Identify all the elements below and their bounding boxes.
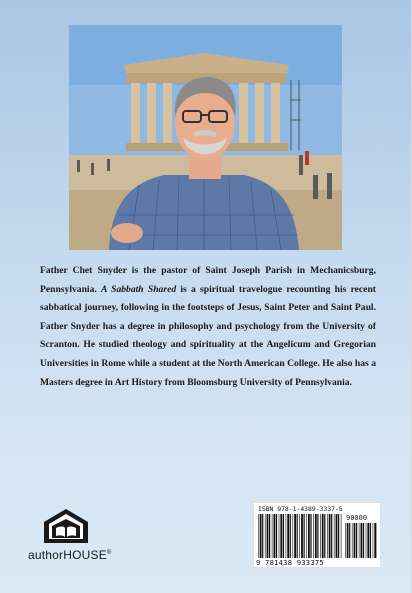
isbn-barcode bbox=[253, 502, 381, 568]
author-photo-illustration bbox=[69, 25, 342, 250]
ean-barcode-bars bbox=[258, 514, 342, 558]
addon-barcode-bars bbox=[345, 523, 377, 558]
author-bio bbox=[40, 262, 376, 392]
price-addon-number: 90000 bbox=[346, 514, 368, 522]
ean-number: 9 781438 933375 bbox=[256, 558, 324, 567]
house-book-icon bbox=[42, 508, 90, 544]
publisher-wordmark: authorHOUSE bbox=[28, 548, 107, 562]
book-title: A Sabbath Shared bbox=[101, 283, 177, 295]
registered-mark: ® bbox=[106, 550, 112, 556]
bio-text-intro: Father Chet Snyder is the pastor of Saint Joseph Parish in Mechanicsburg, Pennsylvania. bbox=[40, 265, 376, 295]
publisher-name bbox=[28, 548, 128, 562]
isbn-number: ISBN 978-1-4389-3337-5 bbox=[258, 505, 343, 513]
publisher-logo bbox=[28, 508, 118, 570]
author-photo bbox=[69, 25, 342, 250]
bio-text-body: is a spiritual travelogue recounting his recent sabbatical journey, following in the footsteps of Jesus, Saint Peter and Saint Paul. Father Snyder has a degree in philosophy and psychology from the University of Scranton. He studied theology and spirituality at the Angelicum and Gregorian Universities in Rome while a student at the North American College. He also has a Masters degree in Art History from Bloomsburg University of Pennsylvania. bbox=[40, 283, 376, 388]
